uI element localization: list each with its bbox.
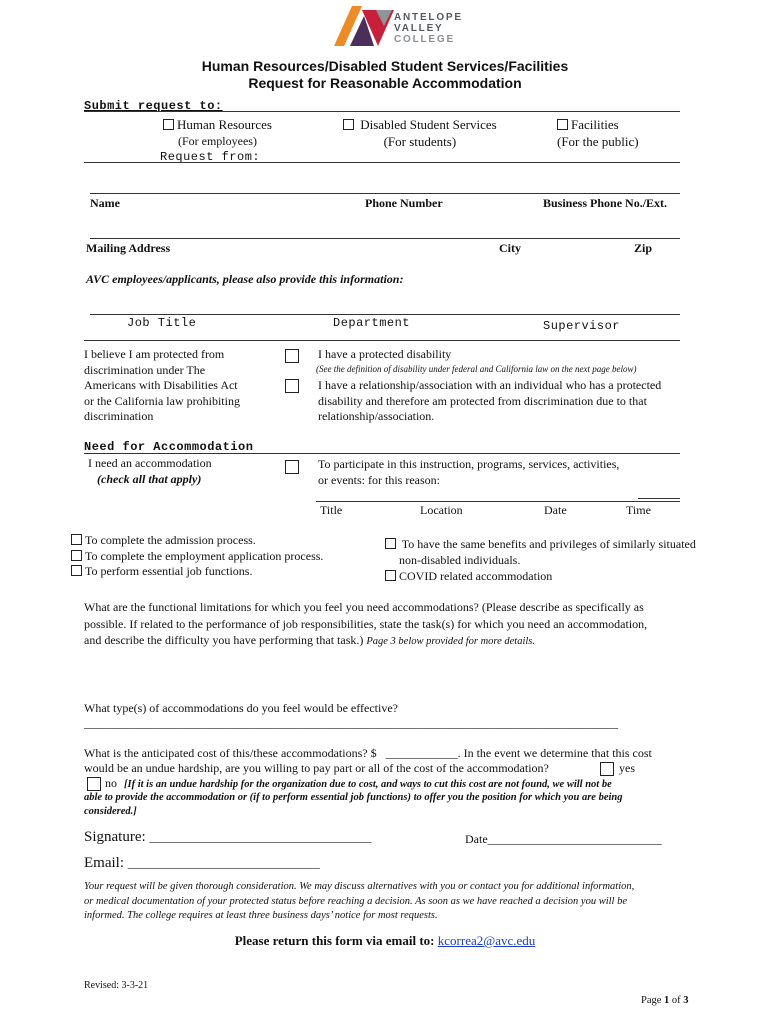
option-facilities[interactable]: [557, 116, 639, 150]
name-label: Name: [90, 196, 120, 210]
essential-functions-checkbox[interactable]: [71, 565, 82, 576]
form-title-line-2: Request for Reasonable Accommodation: [248, 75, 522, 91]
no-note-3: considered.]: [84, 806, 137, 817]
cost-input-line[interactable]: ____________. In the event we determine that this cost: [385, 746, 652, 760]
divider: [84, 162, 680, 163]
no-label: no: [105, 776, 117, 790]
name-field-line[interactable]: [90, 193, 680, 194]
protected-disability-checkbox[interactable]: [285, 349, 299, 363]
divider: [84, 453, 680, 454]
no-checkbox[interactable]: [87, 777, 101, 791]
same-benefits-option[interactable]: [385, 536, 696, 552]
effective-question: What type(s) of accommodations do you feel would be effective?: [84, 701, 398, 715]
col-location: Location: [420, 503, 463, 517]
divider: [84, 340, 680, 341]
no-note-1: [If it is an undue hardship for the organization due to cost, and ways to cut this cost are not found, we will not be: [124, 779, 612, 790]
protected-line-1: I believe I am protected from: [84, 347, 225, 361]
admission-checkbox[interactable]: [71, 534, 82, 545]
return-colon: :: [430, 933, 435, 948]
option-human-resources[interactable]: [163, 116, 272, 150]
hr-checkbox[interactable]: [163, 119, 174, 130]
cost-line-1a: What is the anticipated cost of this/these accommodations? $: [84, 746, 377, 760]
email-input-line[interactable]: ________________________________: [127, 856, 320, 870]
signature-input-line[interactable]: _____________________________________: [149, 830, 372, 844]
signature-label: Signature:: [84, 829, 146, 845]
date-input-line[interactable]: _____________________________: [487, 832, 662, 846]
participate-label: [318, 456, 619, 488]
limitations-note: Page 3 below provided for more details.: [366, 636, 536, 647]
facilities-checkbox[interactable]: [557, 119, 568, 130]
job-field-line[interactable]: [90, 314, 680, 315]
col-date: Date: [544, 503, 567, 517]
essential-functions-option[interactable]: [71, 564, 323, 580]
effective-answer-line[interactable]: _________________________________________________________________________________________: [84, 716, 618, 730]
admission-option[interactable]: [71, 533, 323, 549]
limitations-question: [84, 599, 647, 651]
submit-request-label: Submit request to:: [84, 99, 223, 113]
covid-checkbox[interactable]: [385, 570, 396, 581]
same-benefits-label-1: To have the same benefits and privileges of similarly situated: [401, 537, 696, 551]
email-label: Email:: [84, 855, 124, 871]
yes-checkbox[interactable]: [600, 762, 614, 776]
return-email-link[interactable]: kcorrea2@avc.edu: [437, 933, 536, 948]
protected-disability-label: I have a protected disability: [318, 347, 452, 361]
consideration-note: [84, 880, 634, 924]
protected-line-3: Americans with Disabilities Act: [84, 378, 238, 392]
yes-label: yes: [619, 761, 635, 775]
protected-line-2: discrimination under The: [84, 362, 206, 377]
option-facilities-label: Facilities: [571, 117, 619, 132]
address-field-line[interactable]: [90, 238, 680, 239]
supervisor-label: Supervisor: [543, 319, 621, 333]
relationship-label: [318, 378, 661, 425]
option-dss-sub: (For students): [383, 134, 457, 149]
covid-label: COVID related accommodation: [399, 569, 553, 583]
page-total: 3: [683, 995, 689, 1006]
essential-functions-label: To perform essential job functions.: [85, 564, 253, 578]
need-right-options: [385, 536, 696, 584]
limitations-line-1: What are the functional limitations for which you feel you need accommodations? (Please describe as specifically as: [84, 600, 644, 614]
page-current: 1: [664, 995, 670, 1006]
divider: [638, 498, 680, 499]
option-dss[interactable]: [343, 116, 497, 150]
no-note-2: able to provide the accommodation or (if to perform essential job functions) to offer you the position for which you are being: [84, 792, 623, 803]
date-label: Date: [465, 832, 488, 846]
need-left-options: [71, 533, 323, 580]
divider: [84, 111, 680, 112]
employment-option[interactable]: [71, 549, 323, 565]
protected-line-4: or the California law prohibiting: [84, 393, 240, 408]
mailing-address-label: Mailing Address: [86, 241, 171, 255]
dss-checkbox[interactable]: [343, 119, 354, 130]
option-hr-label: Human Resources: [177, 117, 272, 132]
participate-checkbox[interactable]: [285, 460, 299, 474]
protected-line-5: discrimination: [84, 409, 154, 423]
employment-checkbox[interactable]: [71, 550, 82, 561]
col-title: Title: [320, 503, 343, 517]
signature-row: [84, 829, 371, 846]
no-row: [105, 776, 612, 791]
consideration-line-3: informed. The college requires at least three business days’ notice for most requests.: [84, 910, 438, 921]
admission-label: To complete the admission process.: [85, 533, 256, 547]
relationship-line-3: relationship/association.: [318, 409, 435, 423]
relationship-checkbox[interactable]: [285, 379, 299, 393]
page-number: [641, 995, 689, 1006]
limitations-line-3: and describe the difficulty you have performing that task.): [84, 633, 364, 647]
need-left-1: I need an accommodation: [88, 456, 212, 470]
logo-line-1: ANTELOPE: [394, 12, 463, 23]
employment-label: To complete the employment application process.: [85, 548, 324, 563]
consideration-line-2: or medical documentation of your protected status before reaching a decision. As soon as we have reached a decision you will be: [84, 895, 627, 907]
participate-line-1: To participate in this instruction, programs, services, activities,: [318, 457, 620, 471]
participate-line-2: or events: for this reason:: [318, 473, 440, 487]
business-phone-label: Business Phone No./Ext.: [543, 196, 668, 210]
need-left-2: (check all that apply): [97, 472, 202, 486]
cost-question: [84, 746, 652, 761]
form-title: [0, 58, 770, 92]
limitations-line-2: possible. If related to the performance of job responsibilities, state the task(s) for which you need an accommodation,: [84, 616, 648, 631]
no-note-rest: [84, 791, 623, 819]
department-label: Department: [333, 316, 411, 330]
city-label: City: [499, 241, 521, 255]
option-facilities-sub: (For the public): [557, 134, 639, 149]
same-benefits-label-2: non-disabled individuals.: [399, 553, 521, 567]
option-dss-label: Disabled Student Services: [360, 117, 497, 132]
college-logo: [332, 2, 482, 48]
revised-date: Revised: 3-3-21: [84, 980, 149, 991]
return-text: Please return this form via email to: [234, 933, 431, 948]
employees-note: AVC employees/applicants, please also provide this information:: [86, 272, 404, 286]
relationship-line-1: I have a relationship/association with an individual who has a protected: [318, 378, 662, 392]
logo-line-2: VALLEY: [394, 23, 444, 34]
college-logo-mark: [332, 2, 394, 48]
consideration-line-1: Your request will be given thorough consideration. We may discuss alternatives with you or contact you for additional information,: [84, 881, 635, 892]
protected-disability-note: (See the definition of disability under federal and California law on the next page below): [316, 364, 637, 374]
same-benefits-checkbox[interactable]: [385, 538, 396, 549]
page-prefix: Page: [641, 995, 665, 1006]
logo-line-3: COLLEGE: [394, 34, 455, 45]
phone-label: Phone Number: [365, 196, 443, 210]
zip-label: Zip: [634, 241, 653, 255]
email-row: [84, 855, 320, 872]
return-instructions: [0, 933, 770, 949]
job-title-label: Job Title: [127, 316, 197, 330]
need-heading: Need for Accommodation: [84, 440, 254, 454]
cost-line-2: would be an undue hardship, are you willing to pay part or all of the cost of the accommodation?: [84, 761, 549, 775]
col-time: Time: [626, 503, 651, 517]
protected-statement: [84, 347, 240, 425]
event-field-line[interactable]: [316, 501, 680, 502]
request-from-label: Request from:: [160, 150, 261, 164]
covid-option[interactable]: [385, 568, 696, 584]
form-title-line-1: Human Resources/Disabled Student Services/Facilities: [201, 58, 569, 74]
page-of: of: [669, 995, 684, 1006]
option-hr-sub: (For employees): [177, 134, 257, 148]
date-row: [465, 832, 662, 847]
relationship-line-2: disability and therefore am protected from discrimination due to that: [318, 393, 647, 408]
